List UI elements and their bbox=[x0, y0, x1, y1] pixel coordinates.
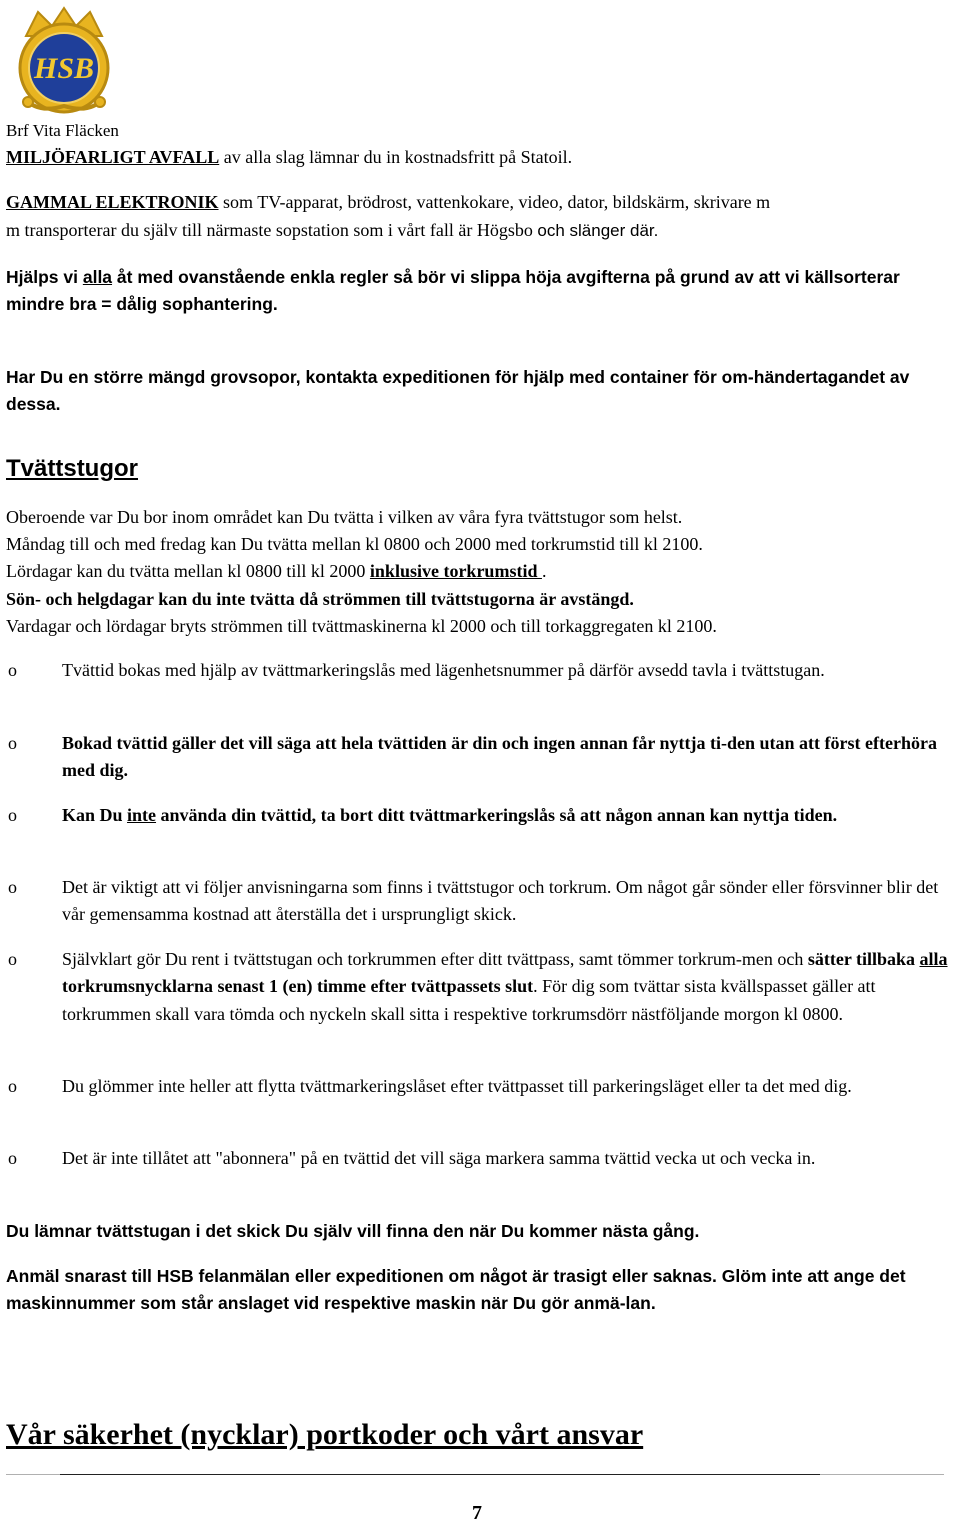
list-item: o Det är viktigt att vi följer anvisningarna som finns i tvättstugor och torkrum. Om något går sönder eller försvinner blir det vår gemensamma kostnad att återställa det i ursprungligt skick. bbox=[6, 874, 951, 928]
electronics-label: GAMMAL ELEKTRONIK bbox=[6, 192, 219, 212]
laundry-line-5: Vardagar och lördagar bryts strömmen till tvättmaskinerna kl 2000 och till torkaggregaten kl 2100. bbox=[6, 616, 717, 636]
page-number: 7 bbox=[472, 1502, 482, 1524]
list-item: o Självklart gör Du rent i tvättstugan och torkrummen efter ditt tvättpass, samt tömmer torkrum-men och sätter tillbaka alla torkrumsnycklarna senast 1 (en) timme efter tvättpassets slut. För dig som tvättar sista kvällspasset gäller att torkrummen skall vara tömda och nyckeln skall sitta i respektive torkrumsdörr nästföljande morgon kl 0800. bbox=[6, 946, 951, 1056]
bullet-icon: o bbox=[8, 877, 17, 897]
laundry-heading: Tvättstugor bbox=[6, 455, 138, 482]
security-heading: Vår säkerhet (nycklar) portkoder och vårt ansvar bbox=[6, 1418, 644, 1451]
svg-text:HSB: HSB bbox=[33, 52, 95, 85]
laundry-line-2: Måndag till och med fredag kan Du tvätta mellan kl 0800 och 2000 med torkrumstid till kl 2100. bbox=[6, 534, 703, 554]
list-item: o Du glömmer inte heller att flytta tvättmarkeringslåset efter tvättpasset till parkeringsläget eller ta det med dig. bbox=[6, 1073, 951, 1127]
bullet-icon: o bbox=[8, 733, 17, 753]
bullet-icon: o bbox=[8, 949, 17, 969]
list-item: o Det är inte tillåtet att "abonnera" på en tvättid det vill säga markera samma tvättid vecka ut och vecka in. bbox=[6, 1145, 951, 1199]
bullet-icon: o bbox=[8, 660, 17, 680]
laundry-line-3: Lördagar kan du tvätta mellan kl 0800 till kl 2000 inklusive torkrumstid . bbox=[6, 561, 547, 581]
hazardous-waste-label: MILJÖFARLIGT AVFALL bbox=[6, 147, 220, 167]
closing-paragraph-2: Anmäl snarast till HSB felanmälan eller expeditionen om något är trasigt eller saknas. Glöm inte att ange det maskinnummer som står anslaget vid respektive maskin när Du gör anmä-lan. bbox=[6, 1266, 906, 1313]
help-paragraph: Hjälps vi alla åt med ovanstående enkla regler så bör vi slippa höja avgifterna på grund av att vi källsorterar mindre bra = dålig sophantering. bbox=[6, 267, 900, 314]
laundry-line-1: Oberoende var Du bor inom området kan Du tvätta i vilken av våra fyra tvättstugor som helst. bbox=[6, 507, 683, 527]
list-item: o Kan Du inte använda din tvättid, ta bort ditt tvättmarkeringslås så att någon annan kan nyttja tiden. bbox=[6, 802, 951, 856]
hazardous-waste-line: MILJÖFARLIGT AVFALL av alla slag lämnar du in kostnadsfritt på Statoil. bbox=[6, 147, 573, 167]
electronics-line: GAMMAL ELEKTRONIK som TV-apparat, brödrost, vattenkokare, video, dator, bildskärm, skrivare m bbox=[6, 192, 771, 212]
bullet-icon: o bbox=[8, 1076, 17, 1096]
bullet-icon: o bbox=[8, 805, 17, 825]
hsb-logo bbox=[8, 6, 120, 118]
closing-paragraph-1: Du lämnar tvättstugan i det skick Du själv vill finna den när Du kommer nästa gång. bbox=[6, 1221, 700, 1241]
organization-name: Brf Vita Fläcken bbox=[6, 121, 119, 140]
bullet-icon: o bbox=[8, 1148, 17, 1168]
bulky-waste-paragraph: Har Du en större mängd grovsopor, kontakta expeditionen för hjälp med container för om-händertagandet av dessa. bbox=[6, 367, 910, 414]
list-item: o Tvättid bokas med hjälp av tvättmarkeringslås med lägenhetsnummer på därför avsedd tavla i tvättstugan. bbox=[6, 657, 951, 711]
footer-divider-inner bbox=[60, 1474, 820, 1475]
list-item: o Bokad tvättid gäller det vill säga att hela tvättiden är din och ingen annan får nyttja ti-den utan att först efterhöra med dig. bbox=[6, 730, 951, 784]
laundry-line-4: Sön- och helgdagar kan du inte tvätta då strömmen till tvättstugorna är avstängd. bbox=[6, 589, 634, 609]
electronics-line-2: m transporterar du själv till närmaste sopstation som i vårt fall är Högsbo och slänger där. bbox=[6, 220, 659, 240]
